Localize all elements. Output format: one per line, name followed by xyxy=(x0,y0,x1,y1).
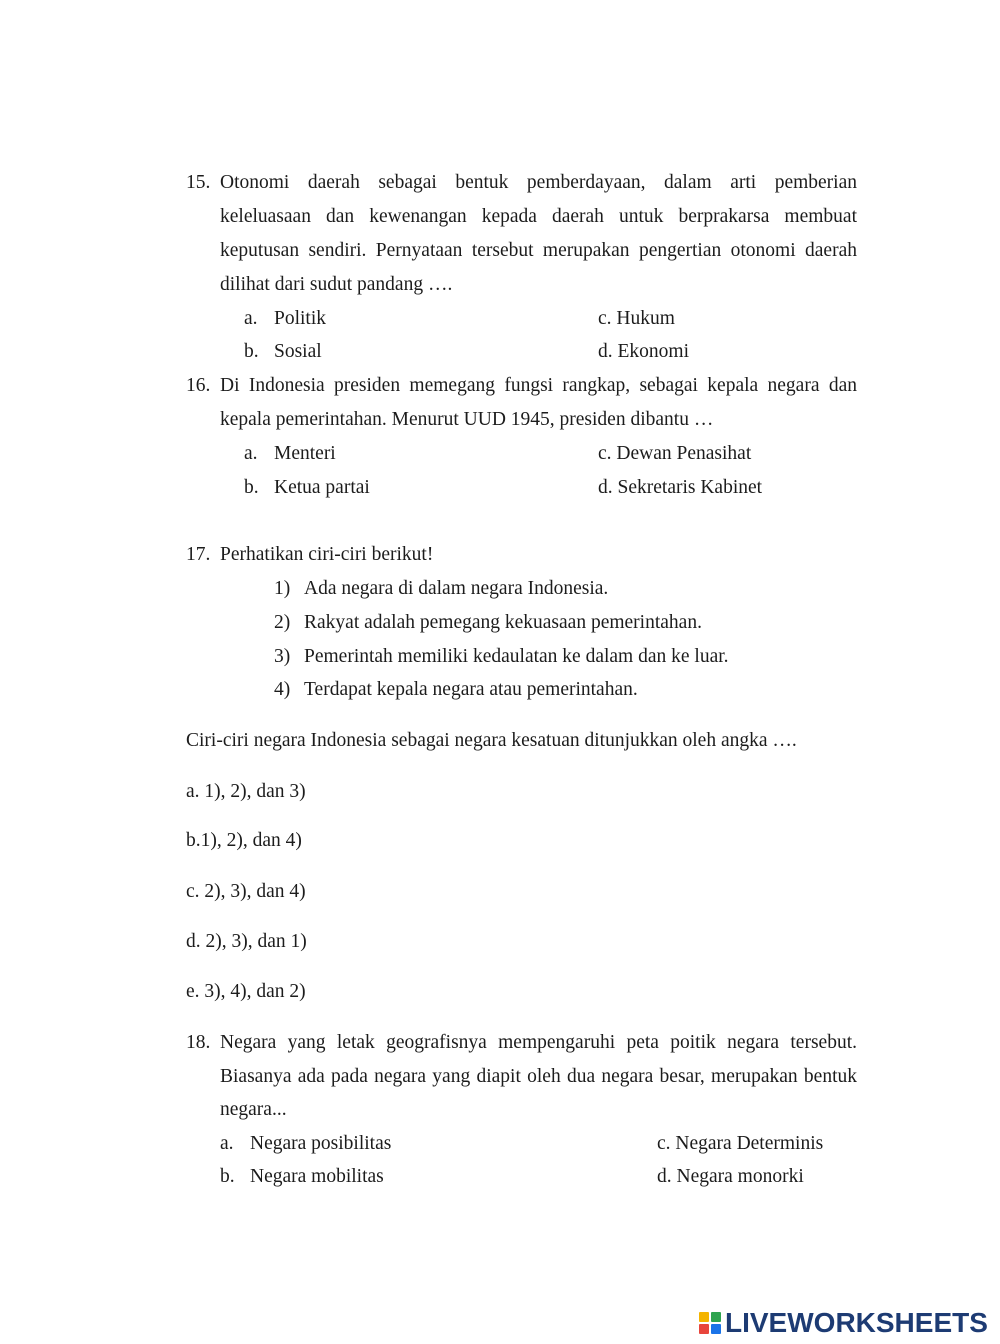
option-b xyxy=(220,1163,384,1191)
liveworksheets-icon xyxy=(699,1312,721,1334)
option-label: a. xyxy=(244,443,258,464)
option-d xyxy=(598,474,762,502)
statement-text: Rakyat adalah pemegang kekuasaan pemerintahan. xyxy=(304,612,702,633)
question-number: 15. xyxy=(186,172,211,193)
option-text: Hukum xyxy=(616,308,675,329)
option-c xyxy=(598,305,675,333)
question-text-line: kepala pemerintahan. Menurut UUD 1945, presiden dibantu … xyxy=(220,409,714,430)
question-text-line: Di Indonesia presiden memegang fungsi rangkap, sebagai kepala negara dan xyxy=(220,375,857,396)
question-text-line: Otonomi daerah sebagai bentuk pemberdayaan, dalam arti pemberian xyxy=(220,172,857,193)
question-text-line: negara... xyxy=(220,1099,287,1120)
option-text: Ketua partai xyxy=(274,477,370,498)
option-d xyxy=(598,338,689,366)
question-number: 16. xyxy=(186,375,211,396)
logo-tile xyxy=(699,1324,709,1334)
statement-text: Pemerintah memiliki kedaulatan ke dalam dan ke luar. xyxy=(304,646,729,667)
statement-text: Ada negara di dalam negara Indonesia. xyxy=(304,578,609,599)
statement-1 xyxy=(274,575,608,603)
option-label: b. xyxy=(244,477,259,498)
option-b xyxy=(244,474,370,502)
logo-text: LIVEWORKSHEETS xyxy=(725,1307,988,1338)
option-c: c. 2), 3), dan 4) xyxy=(186,881,306,902)
question-prompt: Ciri-ciri negara Indonesia sebagai negara kesatuan ditunjukkan oleh angka …. xyxy=(186,730,797,751)
statement-label: 1) xyxy=(274,578,291,599)
option-text: Dewan Penasihat xyxy=(616,443,752,464)
question-text-line: keleluasaan dan kewenangan kepada daerah untuk berprakarsa membuat xyxy=(220,206,857,227)
statement-3 xyxy=(274,643,729,671)
logo-tile xyxy=(699,1312,709,1322)
option-text: Menteri xyxy=(274,443,336,464)
option-text: Sosial xyxy=(274,341,322,362)
option-a xyxy=(244,305,326,333)
option-c xyxy=(657,1130,823,1158)
option-label: b. xyxy=(244,341,259,362)
statement-text: Terdapat kepala negara atau pemerintahan. xyxy=(304,679,638,700)
option-text: Negara posibilitas xyxy=(250,1133,392,1154)
option-label: c. xyxy=(598,443,612,464)
question-text-line: Negara yang letak geografisnya mempengaruhi peta poitik negara tersebut. xyxy=(220,1032,857,1053)
option-label: a. xyxy=(244,308,258,329)
question-number: 17. xyxy=(186,544,211,565)
logo-tile xyxy=(711,1312,721,1322)
statement-label: 3) xyxy=(274,646,291,667)
option-text: Negara Determinis xyxy=(675,1133,824,1154)
statement-label: 4) xyxy=(274,679,291,700)
option-c xyxy=(598,440,751,468)
option-text: Negara mobilitas xyxy=(250,1166,384,1187)
option-label: b. xyxy=(220,1166,235,1187)
liveworksheets-logo[interactable] xyxy=(699,1306,988,1340)
question-text-line: dilihat dari sudut pandang …. xyxy=(220,274,453,295)
option-label: c. xyxy=(657,1133,671,1154)
option-label: a. xyxy=(220,1133,234,1154)
option-b xyxy=(244,338,322,366)
option-d: d. 2), 3), dan 1) xyxy=(186,931,307,952)
statement-label: 2) xyxy=(274,612,291,633)
statement-2 xyxy=(274,609,702,637)
option-label: d. xyxy=(598,341,613,362)
option-label: c. xyxy=(598,308,612,329)
option-d xyxy=(657,1163,804,1191)
option-b: b.1), 2), dan 4) xyxy=(186,830,302,851)
question-text-line: keputusan sendiri. Pernyataan tersebut merupakan pengertian otonomi daerah xyxy=(220,240,857,261)
option-text: Ekonomi xyxy=(617,341,689,362)
option-a xyxy=(220,1130,391,1158)
option-text: Sekretaris Kabinet xyxy=(617,477,763,498)
question-text-line: Biasanya ada pada negara yang diapit oleh dua negara besar, merupakan bentuk xyxy=(220,1066,857,1087)
question-text-line: Perhatikan ciri-ciri berikut! xyxy=(220,544,434,565)
question-number: 18. xyxy=(186,1032,211,1053)
option-a: a. 1), 2), dan 3) xyxy=(186,781,306,802)
option-e: e. 3), 4), dan 2) xyxy=(186,981,306,1002)
option-a xyxy=(244,440,336,468)
option-label: d. xyxy=(657,1166,672,1187)
option-label: d. xyxy=(598,477,613,498)
statement-4 xyxy=(274,676,638,704)
option-text: Politik xyxy=(274,308,327,329)
option-text: Negara monorki xyxy=(676,1166,804,1187)
logo-tile xyxy=(711,1324,721,1334)
